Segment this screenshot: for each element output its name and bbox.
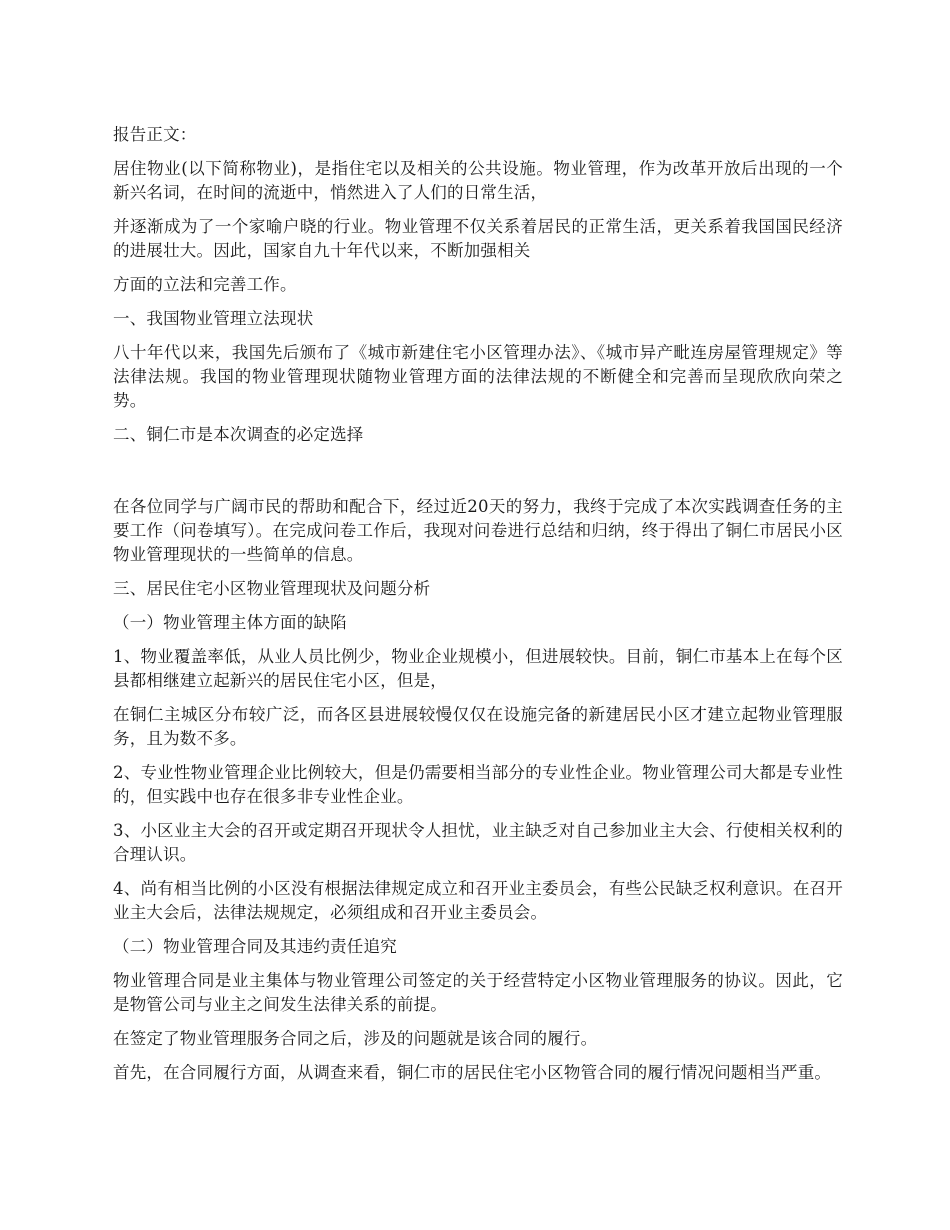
list-item-1: 1、物业覆盖率低，从业人员比例少，物业企业规模小，但进展较快。目前，铜仁市基本上在每个区县都相继建立起新兴的居民住宅小区，但是，	[113, 647, 843, 690]
paragraph-section-2: 在各位同学与广阔市民的帮助和配合下，经过近20天的努力，我终于完成了本次实践调查任务的主要工作（问卷填写）。在完成问卷工作后，我现对问卷进行总结和归纳，终于得出了铜仁市居民小区物业管理现状的一些简单的信息。	[113, 497, 843, 564]
report-heading: 报告正文：	[113, 125, 197, 144]
section-heading-2: 二、铜仁市是本次调查的必定选择	[113, 425, 364, 444]
paragraph-section-1: 八十年代以来，我国先后颁布了《城市新建住宅小区管理办法》、《城市异产毗连房屋管理规定》等法律法规。我国的物业管理现状随物业管理方面的法律法规的不断健全和完善而呈现欣欣向荣之势。	[113, 343, 843, 410]
subsection-heading-2: （二）物业管理合同及其违约责任追究	[113, 937, 397, 956]
list-item-1-continued: 在铜仁主城区分布较广泛，而各区县进展较慢仅仅在设施完备的新建居民小区才建立起物业管理服务，且为数不多。	[113, 705, 843, 748]
paragraph-intro-2: 并逐渐成为了一个家喻户晓的行业。物业管理不仅关系着居民的正常生活，更关系着我国国民经济的进展壮大。因此，国家自九十年代以来，不断加强相关	[113, 217, 843, 260]
blank-spacer	[113, 457, 843, 495]
paragraph-contract-performance: 在签定了物业管理服务合同之后，涉及的问题就是该合同的履行。	[113, 1029, 598, 1048]
paragraph-contract-definition: 物业管理合同是业主集体与物业管理公司签定的关于经营特定小区物业管理服务的协议。因此，它是物管公司与业主之间发生法律关系的前提。	[113, 971, 843, 1014]
paragraph-intro-1: 居住物业(以下简称物业)，是指住宅以及相关的公共设施。物业管理，作为改革开放后出现的一个新兴名词，在时间的流逝中，悄然进入了人们的日常生活，	[113, 159, 843, 202]
section-heading-1: 一、我国物业管理立法现状	[113, 309, 314, 328]
list-item-3: 3、小区业主大会的召开或定期召开现状令人担忧，业主缺乏对自己参加业主大会、行使相关权利的合理认识。	[113, 821, 843, 864]
list-item-4: 4、尚有相当比例的小区没有根据法律规定成立和召开业主委员会，有些公民缺乏权利意识。在召开业主大会后，法律法规规定，必须组成和召开业主委员会。	[113, 879, 843, 922]
section-heading-3: 三、居民住宅小区物业管理现状及问题分析	[113, 579, 431, 598]
subsection-heading-1: （一）物业管理主体方面的缺陷	[113, 613, 347, 632]
paragraph-contract-issues: 首先，在合同履行方面，从调查来看，铜仁市的居民住宅小区物管合同的履行情况问题相当严重。	[113, 1063, 832, 1082]
list-item-2: 2、专业性物业管理企业比例较大，但是仍需要相当部分的专业性企业。物业管理公司大都是专业性的，但实践中也存在很多非专业性企业。	[113, 763, 843, 806]
paragraph-intro-3: 方面的立法和完善工作。	[113, 275, 297, 294]
document-body	[113, 123, 843, 1095]
